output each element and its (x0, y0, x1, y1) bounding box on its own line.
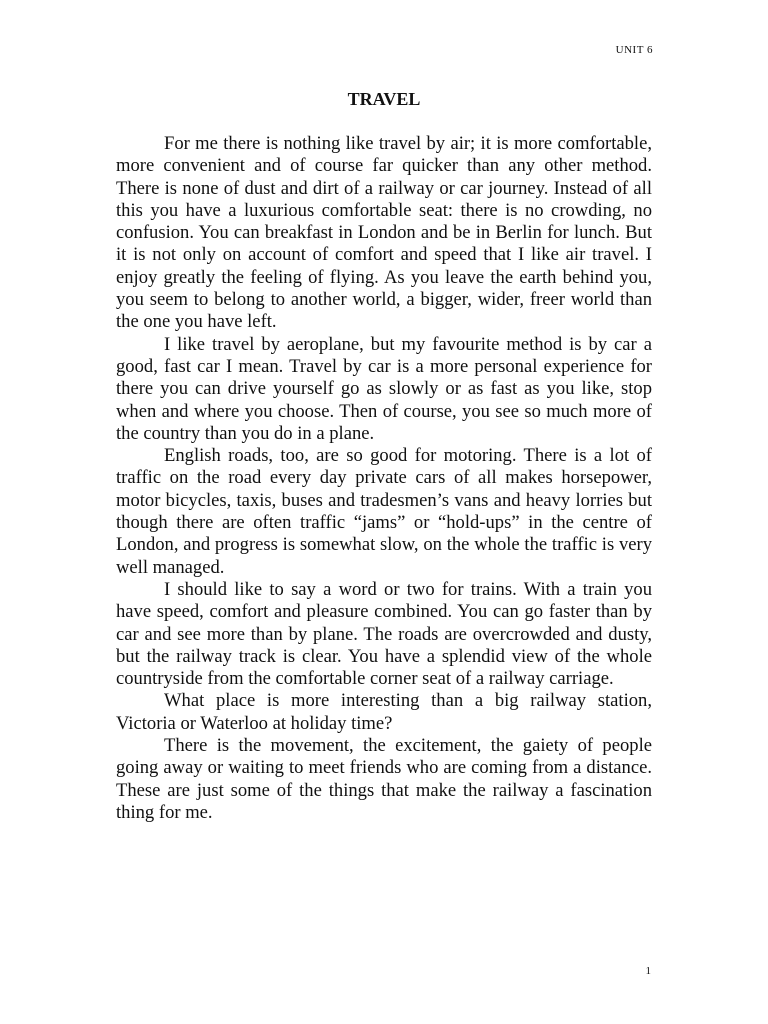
unit-label: UNIT 6 (615, 44, 653, 56)
page-title: TRAVEL (347, 89, 421, 109)
paragraph-air-travel: For me there is nothing like travel by air; it is more comfortable, more convenient and of course far quicker than any other method. There is none of dust and dirt of a railway or car journey. Instead of all this you have a luxurious comfortable seat: there is no crowding, no confusion. You can breakfast in London and be in Berlin for lunch. But it is not only on account of comfort and speed that I like air travel. I enjoy greatly the feeling of flying. As you leave the earth behind you, you seem to belong to another world, a bigger, wider, freer world than the one you have left. (116, 133, 652, 333)
paragraph-movement: There is the movement, the excitement, the gaiety of people going away or waiting to meet friends who are coming from a distance. These are just some of the things that make the railway a fascination thing for me. (116, 735, 652, 823)
paragraph-railway-station: What place is more interesting than a big railway station, Victoria or Waterloo at holiday time? (116, 690, 652, 734)
paragraph-english-roads: English roads, too, are so good for motoring. There is a lot of traffic on the road every day private cars of all makes horsepower, motor bicycles, taxis, buses and tradesmen’s vans and heavy lorries but though there are often traffic “jams” or “hold-ups” in the centre of London, and progress is somewhat slow, on the whole the traffic is very well managed. (116, 445, 652, 578)
paragraph-car-travel: I like travel by aeroplane, but my favourite method is by car a good, fast car I mean. Travel by car is a more personal experience for there you can drive yourself go as slowly or as fast as you like, stop when and where you choose. Then of course, you see so much more of the country than you do in a plane. (116, 333, 652, 444)
page-number: 1 (645, 965, 651, 977)
paragraph-trains: I should like to say a word or two for trains. With a train you have speed, comfort and pleasure combined. You can go faster than by car and see more than by plane. The roads are overcrowded and dusty, but the railway track is clear. You have a splendid view of the whole countryside from the comfortable corner seat of a railway carriage. (116, 578, 652, 690)
body-text (116, 133, 652, 824)
